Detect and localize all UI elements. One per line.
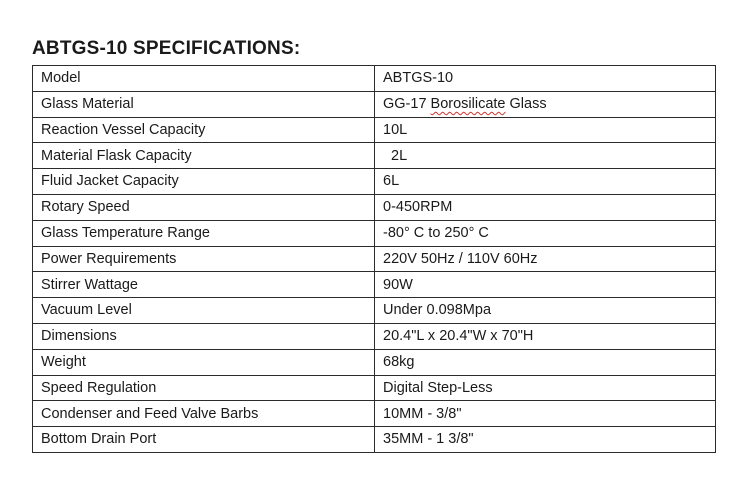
table-row [33,375,716,401]
table-row [33,323,716,349]
spec-value-glass-temperature-range: -80° C to 250° C [375,220,716,246]
spec-value-glass-material [375,91,716,117]
material-flask-value-text: 2L [391,147,408,164]
spec-value-fluid-jacket-capacity: 6L [375,169,716,195]
spec-value-vacuum-level: Under 0.098Mpa [375,298,716,324]
spec-value-dimensions: 20.4"L x 20.4"W x 70"H [375,323,716,349]
spec-label-rotary-speed: Rotary Speed [33,194,375,220]
spec-label-dimensions: Dimensions [33,323,375,349]
table-row [33,91,716,117]
table-row [33,401,716,427]
spec-value-weight: 68kg [375,349,716,375]
spec-value-speed-regulation: Digital Step-Less [375,375,716,401]
table-row [33,194,716,220]
table-row [33,427,716,453]
glass-material-suffix: Glass [505,95,547,112]
table-row [33,349,716,375]
table-row [33,220,716,246]
table-row [33,66,716,92]
spec-label-glass-temperature-range: Glass Temperature Range [33,220,375,246]
spec-value-stirrer-wattage: 90W [375,272,716,298]
spec-label-condenser-feed-valve-barbs: Condenser and Feed Valve Barbs [33,401,375,427]
spec-label-speed-regulation: Speed Regulation [33,375,375,401]
spec-label-bottom-drain-port: Bottom Drain Port [33,427,375,453]
spec-value-material-flask-capacity [375,143,716,169]
spec-label-power-requirements: Power Requirements [33,246,375,272]
table-row [33,117,716,143]
spec-label-stirrer-wattage: Stirrer Wattage [33,272,375,298]
spec-value-model: ABTGS-10 [375,66,716,92]
spec-label-model: Model [33,66,375,92]
table-row [33,169,716,195]
spec-value-power-requirements: 220V 50Hz / 110V 60Hz [375,246,716,272]
table-row [33,143,716,169]
spec-value-condenser-feed-valve-barbs: 10MM - 3/8" [375,401,716,427]
spec-label-reaction-vessel-capacity: Reaction Vessel Capacity [33,117,375,143]
spellcheck-flagged-word: Borosilicate [430,95,506,112]
spec-label-glass-material: Glass Material [33,91,375,117]
spec-title: ABTGS-10 SPECIFICATIONS: [32,38,301,59]
table-row [33,246,716,272]
spec-label-fluid-jacket-capacity: Fluid Jacket Capacity [33,169,375,195]
spec-label-vacuum-level: Vacuum Level [33,298,375,324]
spec-value-bottom-drain-port: 35MM - 1 3/8" [375,427,716,453]
glass-material-grade: GG-17 [383,95,431,112]
table-row [33,298,716,324]
table-row [33,272,716,298]
spec-value-rotary-speed: 0-450RPM [375,194,716,220]
spec-label-material-flask-capacity: Material Flask Capacity [33,143,375,169]
spec-label-weight: Weight [33,349,375,375]
spec-value-reaction-vessel-capacity: 10L [375,117,716,143]
specifications-table [32,65,716,453]
